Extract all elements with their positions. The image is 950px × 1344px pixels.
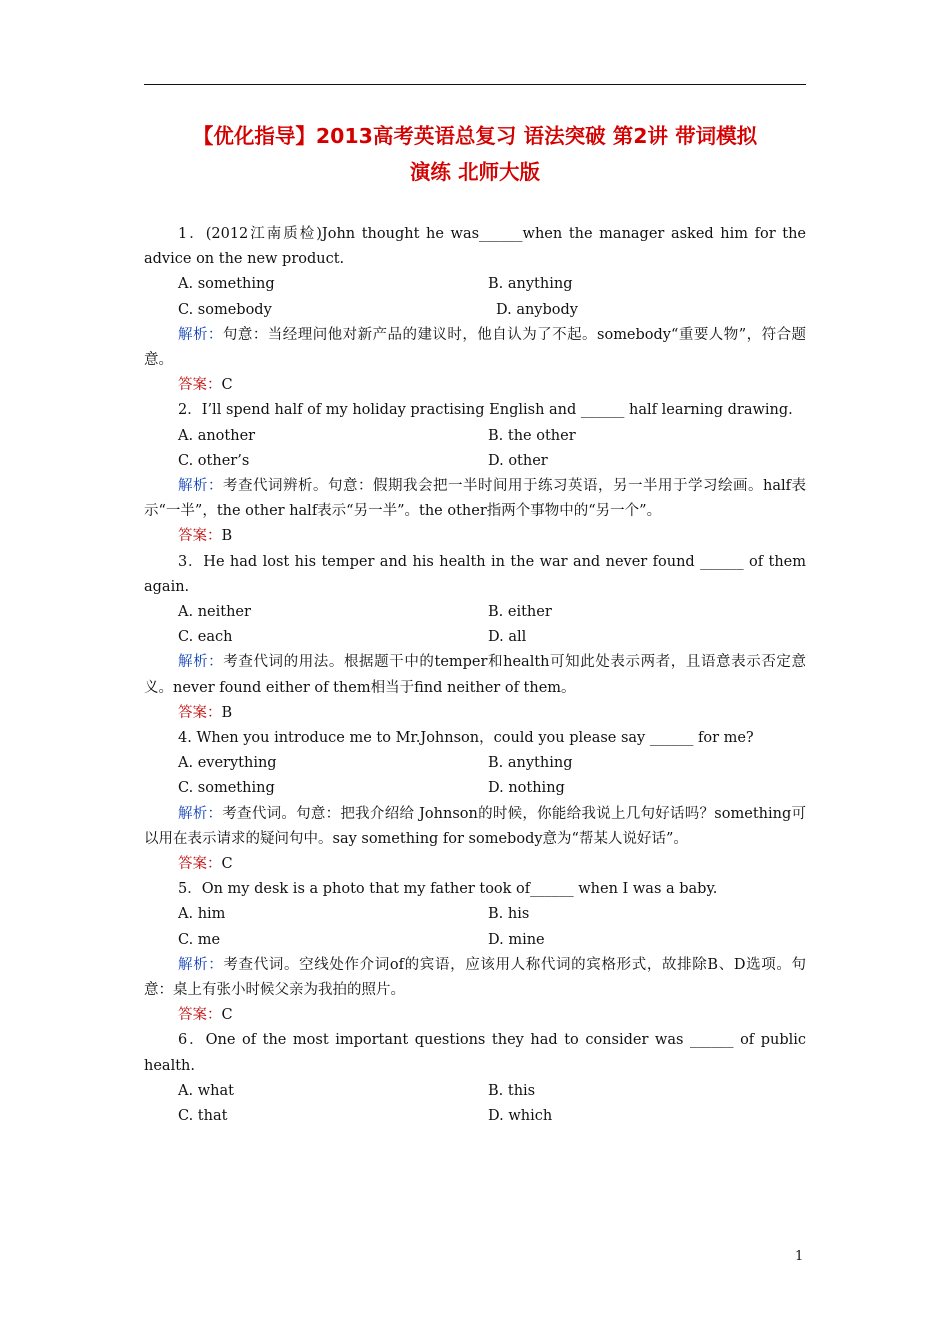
question-5-options-row-1 [144, 902, 806, 927]
question-6-options-row-2 [144, 1104, 806, 1129]
question-2-options-row-2 [144, 449, 806, 474]
option-c: C. something [178, 780, 275, 797]
answer-label: 答案： [178, 377, 222, 394]
answer-label: 答案： [178, 704, 222, 721]
question-5-stem: 5．On my desk is a photo that my father took of______ when I was a baby. [178, 881, 718, 898]
option-a: A. him [178, 906, 226, 923]
question-1-options-row-1 [144, 272, 806, 297]
question-4-analysis: 解析：考查代词。句意：把我介绍给 Johnson的时候，你能给我说上几句好话吗？something可以用在表示请求的疑问句中。say something for somebody意为“帮某人说好话”。 [144, 805, 807, 847]
analysis-label: 解析： [178, 477, 224, 494]
question-2-stem: 2．I’ll spend half of my holiday practising English and ______ half learning drawing. [178, 402, 793, 419]
answer-label: 答案： [178, 1007, 222, 1024]
question-2-options-row-1 [144, 424, 806, 449]
option-b: B. anything [488, 276, 573, 293]
option-c: C. other’s [178, 452, 250, 469]
question-1-stem: 1．(2012江南质检)John thought he was______when the manager asked him for the advice on the new product. [144, 226, 806, 268]
answer-label: 答案： [178, 528, 222, 545]
analysis-label: 解析： [178, 654, 224, 671]
answer-blank: ______ [530, 881, 574, 898]
option-d: D. mine [488, 931, 545, 948]
analysis-label: 解析： [178, 956, 224, 973]
option-a: A. neither [178, 603, 251, 620]
option-a: A. something [178, 276, 275, 293]
answer-blank: ______ [700, 553, 744, 570]
option-b: B. his [488, 906, 530, 923]
question-3-options-row-2 [144, 625, 806, 650]
answer-blank: ______ [690, 1032, 734, 1049]
option-b: B. the other [488, 427, 576, 444]
answer-blank: ______ [479, 226, 523, 242]
page-number: 1 [795, 1249, 804, 1264]
question-1-analysis: 解析：句意：当经理问他对新产品的建议时，他自认为了不起。somebody“重要人物”，符合题意。 [144, 326, 807, 368]
option-c: C. somebody [178, 301, 272, 318]
option-b: B. anything [488, 755, 573, 772]
question-4-stem: 4. When you introduce me to Mr.Johnson，could you please say ______ for me? [178, 729, 754, 746]
question-4-answer: 答案：C [178, 855, 233, 872]
option-c: C. each [178, 629, 233, 646]
document-body [144, 222, 806, 1129]
option-a: A. everything [178, 755, 277, 772]
option-c: C. me [178, 931, 221, 948]
question-6-stem: 6．One of the most important questions they had to consider was ______ of public health. [144, 1032, 807, 1074]
question-5-answer: 答案：C [178, 1007, 233, 1024]
question-2-answer: 答案：B [178, 528, 233, 545]
question-4-options-row-1 [144, 751, 806, 776]
option-b: B. either [488, 603, 552, 620]
option-d: D. which [488, 1107, 553, 1124]
header-rule [144, 84, 806, 85]
option-d: D. other [488, 452, 548, 469]
question-2-analysis: 解析：考查代词辨析。句意：假期我会把一半时间用于练习英语，另一半用于学习绘画。half表示“一半”，the other half表示“另一半”。the other指两个事物中的“另一个”。 [144, 477, 807, 520]
question-4-options-row-2 [144, 776, 806, 801]
question-3-answer: 答案：B [178, 704, 233, 721]
analysis-label: 解析： [178, 326, 223, 343]
option-a: A. what [178, 1082, 234, 1099]
question-3-stem: 3．He had lost his temper and his health in the war and never found ______ of them again. [144, 553, 807, 595]
title-line-2: 演练 北师大版 [409, 160, 541, 184]
option-a: A. another [178, 427, 256, 444]
question-3-analysis: 解析：考查代词的用法。根据题干中的temper和health可知此处表示两者，且语意表示否定意义。never found either of them相当于find neither of them。 [144, 654, 806, 696]
question-5-analysis: 解析：考查代词。空线处作介词of的宾语，应该用人称代词的宾格形式，故排除B、D选项。句意：桌上有张小时候父亲为我拍的照片。 [144, 956, 807, 998]
option-d: D. nothing [488, 780, 565, 797]
document-title [144, 118, 806, 190]
title-line-1: 【优化指导】2013高考英语总复习 语法突破 第2讲 带词模拟 [192, 124, 758, 148]
question-1-options-row-2 [144, 298, 806, 323]
answer-label: 答案： [178, 855, 222, 872]
question-6-options-row-1 [144, 1079, 806, 1104]
option-b: B. this [488, 1082, 536, 1099]
answer-blank: ______ [580, 402, 625, 419]
question-3-options-row-1 [144, 600, 806, 625]
option-d: D. all [488, 629, 527, 646]
question-5-options-row-2 [144, 928, 806, 953]
option-d: D. anybody [496, 301, 578, 318]
option-c: C. that [178, 1107, 228, 1124]
analysis-label: 解析： [178, 805, 223, 822]
answer-blank: ______ [649, 729, 694, 746]
question-1-answer: 答案：C [178, 377, 233, 394]
